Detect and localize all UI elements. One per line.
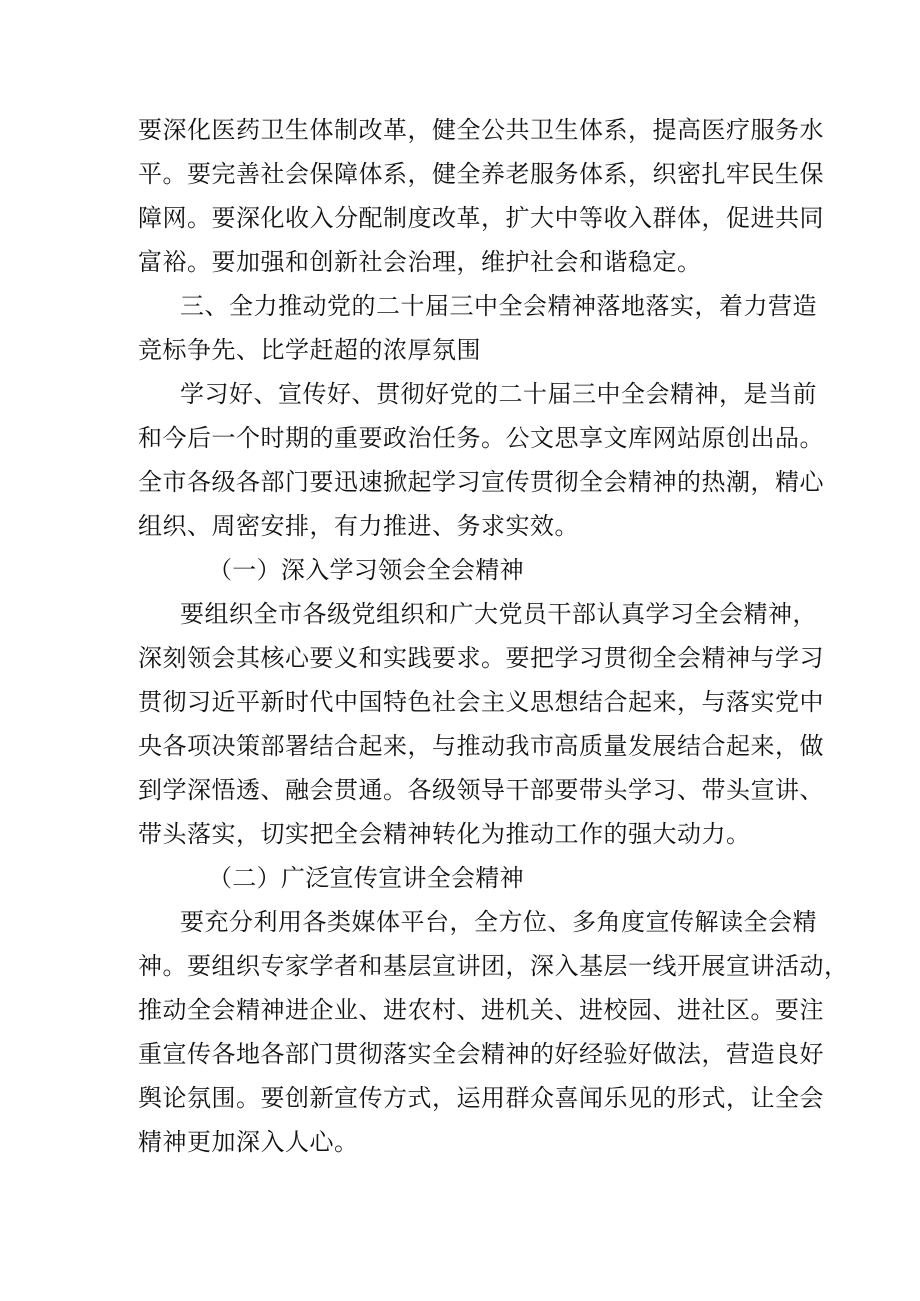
- text-line: 和今后一个时期的重要政治任务。公文思享文库网站原创出品。: [138, 424, 824, 452]
- text-line: 全市各级各部门要迅速掀起学习宣传贯彻全会精神的热潮，精心: [138, 468, 824, 496]
- document-body: [138, 108, 849, 1164]
- text-line: 平。要完善社会保障体系，健全养老服务体系，织密扎牢民生保: [138, 160, 824, 188]
- subsection-2-heading: （二）广泛宣传宣讲全会精神: [208, 864, 524, 892]
- text-line: 障网。要深化收入分配制度改革，扩大中等收入群体，促进共同: [138, 204, 824, 232]
- text-line: 贯彻习近平新时代中国特色社会主义思想结合起来，与落实党中: [138, 688, 824, 716]
- text-line: 要充分利用各类媒体平台，全方位、多角度宣传解读全会精: [180, 908, 817, 936]
- text-line: 组织、周密安排，有力推进、务求实效。: [138, 512, 579, 540]
- text-line: 富裕。要加强和创新社会治理，维护社会和谐稳定。: [138, 248, 702, 276]
- heading-line: 三、全力推动党的二十届三中全会精神落地落实，着力营造: [180, 292, 817, 320]
- paragraph-publicity: [138, 900, 849, 1164]
- subsection-1-heading: （一）深入学习领会全会精神: [208, 556, 524, 584]
- text-line: 要深化医药卫生体制改革，健全公共卫生体系，提高医疗服务水: [138, 116, 824, 144]
- text-line: 推动全会精神进企业、进农村、进机关、进校园、进社区。要注: [138, 996, 824, 1024]
- text-line: 学习好、宣传好、贯彻好党的二十届三中全会精神，是当前: [180, 380, 817, 408]
- paragraph-healthcare-social: [138, 108, 824, 284]
- section-3-heading: [138, 284, 817, 372]
- text-line: 到学深悟透、融会贯通。各级领导干部要带头学习、带头宣讲、: [138, 776, 824, 804]
- paragraph-study-publicize: [138, 372, 824, 548]
- text-line: 重宣传各地各部门贯彻落实全会精神的好经验好做法，营造良好: [138, 1040, 824, 1068]
- text-line: 深刻领会其核心要义和实践要求。要把学习贯彻全会精神与学习: [138, 644, 824, 672]
- heading-line: 竞标争先、比学赶超的浓厚氛围: [138, 336, 481, 364]
- text-line: 要组织全市各级党组织和广大党员干部认真学习全会精神，: [180, 600, 817, 628]
- text-line: 舆论氛围。要创新宣传方式，运用群众喜闻乐见的形式，让全会: [138, 1084, 824, 1112]
- text-line: 精神更加深入人心。: [138, 1128, 359, 1156]
- text-line: 带头落实，切实把全会精神转化为推动工作的强大动力。: [138, 820, 751, 848]
- text-line: 神。要组织专家学者和基层宣讲团，深入基层一线开展宣讲活动，: [138, 952, 849, 980]
- text-line: 央各项决策部署结合起来，与推动我市高质量发展结合起来，做: [138, 732, 824, 760]
- paragraph-deep-study: [138, 592, 824, 856]
